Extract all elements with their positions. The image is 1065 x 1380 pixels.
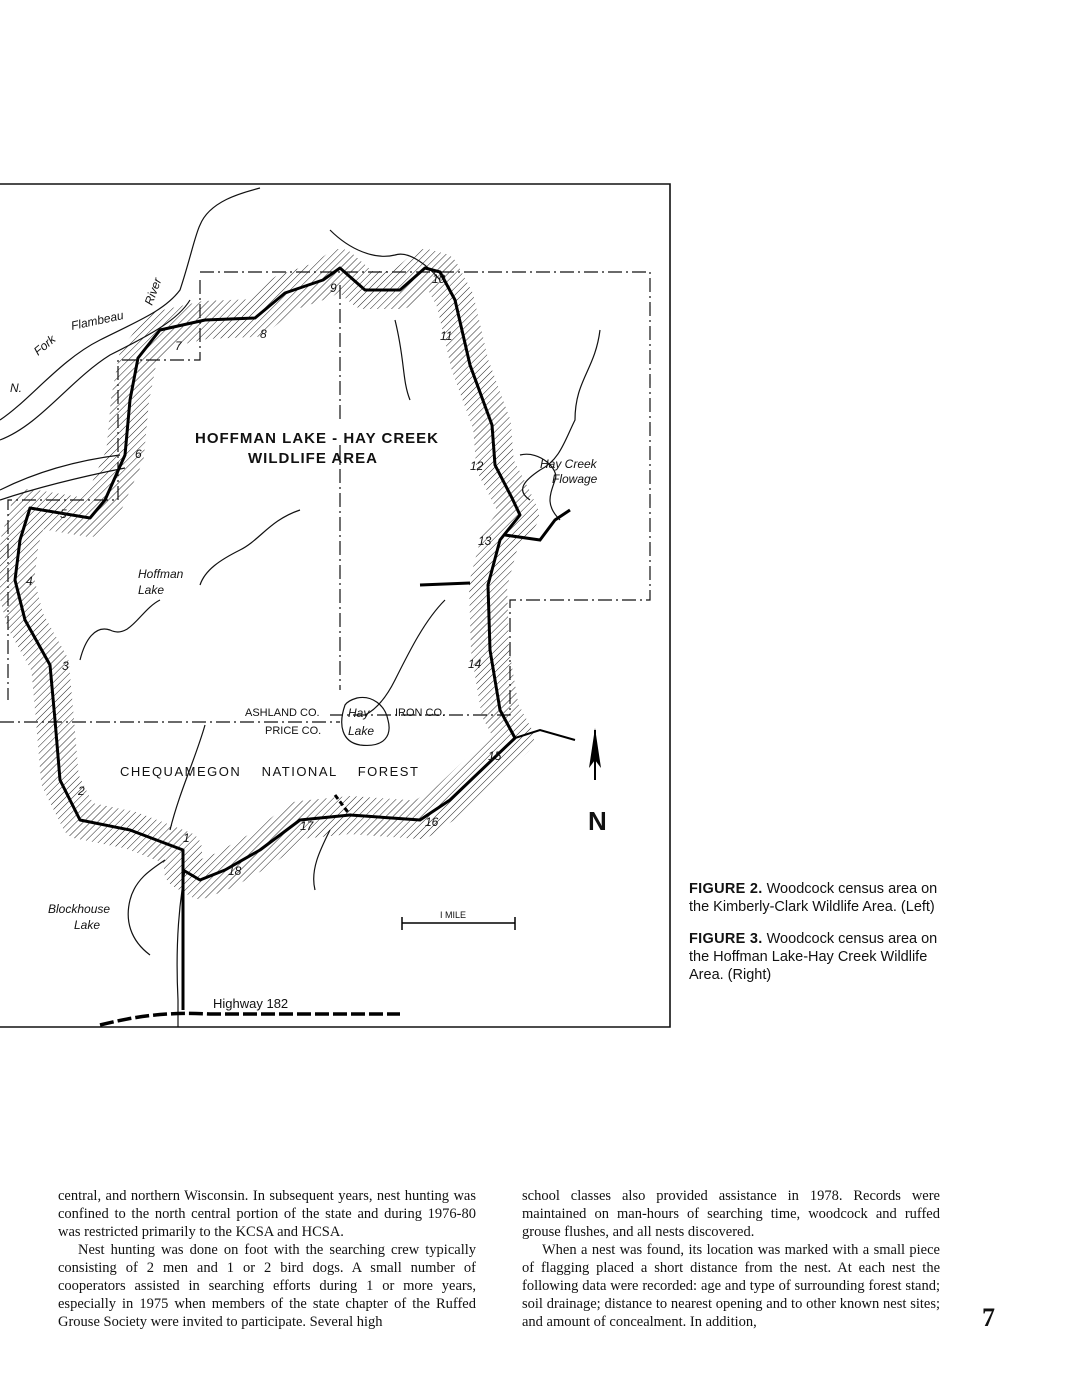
left-paragraph-1: central, and northern Wisconsin. In subsequent years, nest hunting was confined to the north central portion of the state and during 1976-80 was restricted primarily to the KCSA and HCSA. [58, 1188, 476, 1240]
national-forest-label: CHEQUAMEGON NATIONAL FOREST [120, 764, 420, 779]
river-label-river: River [141, 275, 165, 308]
route-point-8: 8 [260, 327, 267, 341]
route-point-3: 3 [62, 659, 69, 673]
route-point-2: 2 [78, 784, 85, 798]
scale-label: I MILE [440, 910, 467, 920]
map-svg [0, 183, 672, 1029]
woodcock-census-map [0, 183, 672, 1029]
figure-3-text: Woodcock census area on the Hoffman Lake-Hay Creek Wildlife Area. (Right) [689, 931, 938, 983]
route-point-5: 5 [60, 507, 67, 521]
figure-2-caption [689, 880, 959, 916]
route-point-13: 13 [478, 534, 492, 548]
body-column-right [522, 1187, 940, 1331]
route-point-7: 7 [175, 339, 182, 353]
figure-3-label: FIGURE 3. [689, 931, 763, 947]
hay-creek-label-1: Hay Creek [540, 457, 597, 471]
route-point-labels [26, 272, 502, 878]
route-point-14: 14 [468, 657, 482, 671]
route-point-15: 15 [488, 749, 502, 763]
route-point-18: 18 [228, 864, 242, 878]
hay-lake [342, 697, 389, 745]
area-name-line1: HOFFMAN LAKE - HAY CREEK [195, 430, 440, 447]
north-arrow [589, 728, 601, 780]
route-point-9: 9 [330, 281, 337, 295]
river-label-fork: Fork [30, 332, 59, 359]
route-point-11: 11 [440, 329, 453, 343]
route-spur-west [420, 583, 470, 585]
highway-label: Highway 182 [213, 996, 289, 1011]
route-point-1: 1 [183, 831, 190, 845]
hay-creek-label-2: Flowage [552, 472, 598, 486]
route-point-10: 10 [432, 272, 446, 286]
hay-lake-label-1: Hay [348, 706, 370, 720]
iron-county-label: IRON CO. [395, 707, 446, 719]
census-buffer-band [15, 268, 520, 880]
route-point-6: 6 [135, 447, 142, 461]
right-paragraph-1: school classes also provided assistance in 1978. Records were maintained on man-hours of searching time, woodcock and ruffed grouse flushes, and all nests discovered. [522, 1188, 940, 1240]
area-name-line2: WILDLIFE AREA [248, 450, 378, 467]
hay-lake-label-2: Lake [348, 724, 375, 738]
left-paragraph-2: Nest hunting was done on foot with the searching crew typically consisting of 2 men and 1 or 2 bird dogs. A small number of cooperators assisted in searching efforts during 1 or more years, especially in 1975 when members of the state chapter of the Ruffed Grouse Society were invited to participate. Several high [58, 1242, 476, 1330]
figure-2-label: FIGURE 2. [689, 881, 763, 897]
price-county-label: PRICE CO. [265, 725, 322, 737]
ashland-county-label: ASHLAND CO. [245, 707, 320, 719]
figure-captions [689, 880, 959, 998]
hoffman-lake-label-2: Lake [138, 583, 165, 597]
blockhouse-lake-label-1: Blockhouse [48, 902, 111, 916]
river-label-n: N. [10, 381, 22, 395]
route-point-17: 17 [300, 819, 314, 833]
figure-2-text: Woodcock census area on the Kimberly-Clark Wildlife Area. (Left) [689, 881, 938, 915]
page-number: 7 [982, 1303, 995, 1332]
highway-182 [100, 1013, 400, 1025]
map-frame [0, 184, 670, 1027]
route-point-16: 16 [425, 815, 439, 829]
blockhouse-lake-label-2: Lake [74, 918, 101, 932]
right-paragraph-2: When a nest was found, its location was marked with a small piece of flagging placed a short distance from the nest. At each nest the following data were recorded: age and type of surrounding forest stand; soil drainage; distance to nearest opening and to other known nest sites; and amount of concealment. In addition, [522, 1242, 940, 1330]
river-label-flambeau: Flambeau [69, 308, 125, 333]
route-point-4: 4 [26, 574, 33, 588]
north-label: N [588, 806, 607, 836]
figure-3-caption [689, 930, 959, 984]
hoffman-lake-label-1: Hoffman [138, 567, 184, 581]
route-point-12: 12 [470, 459, 484, 473]
body-column-left [58, 1187, 476, 1331]
